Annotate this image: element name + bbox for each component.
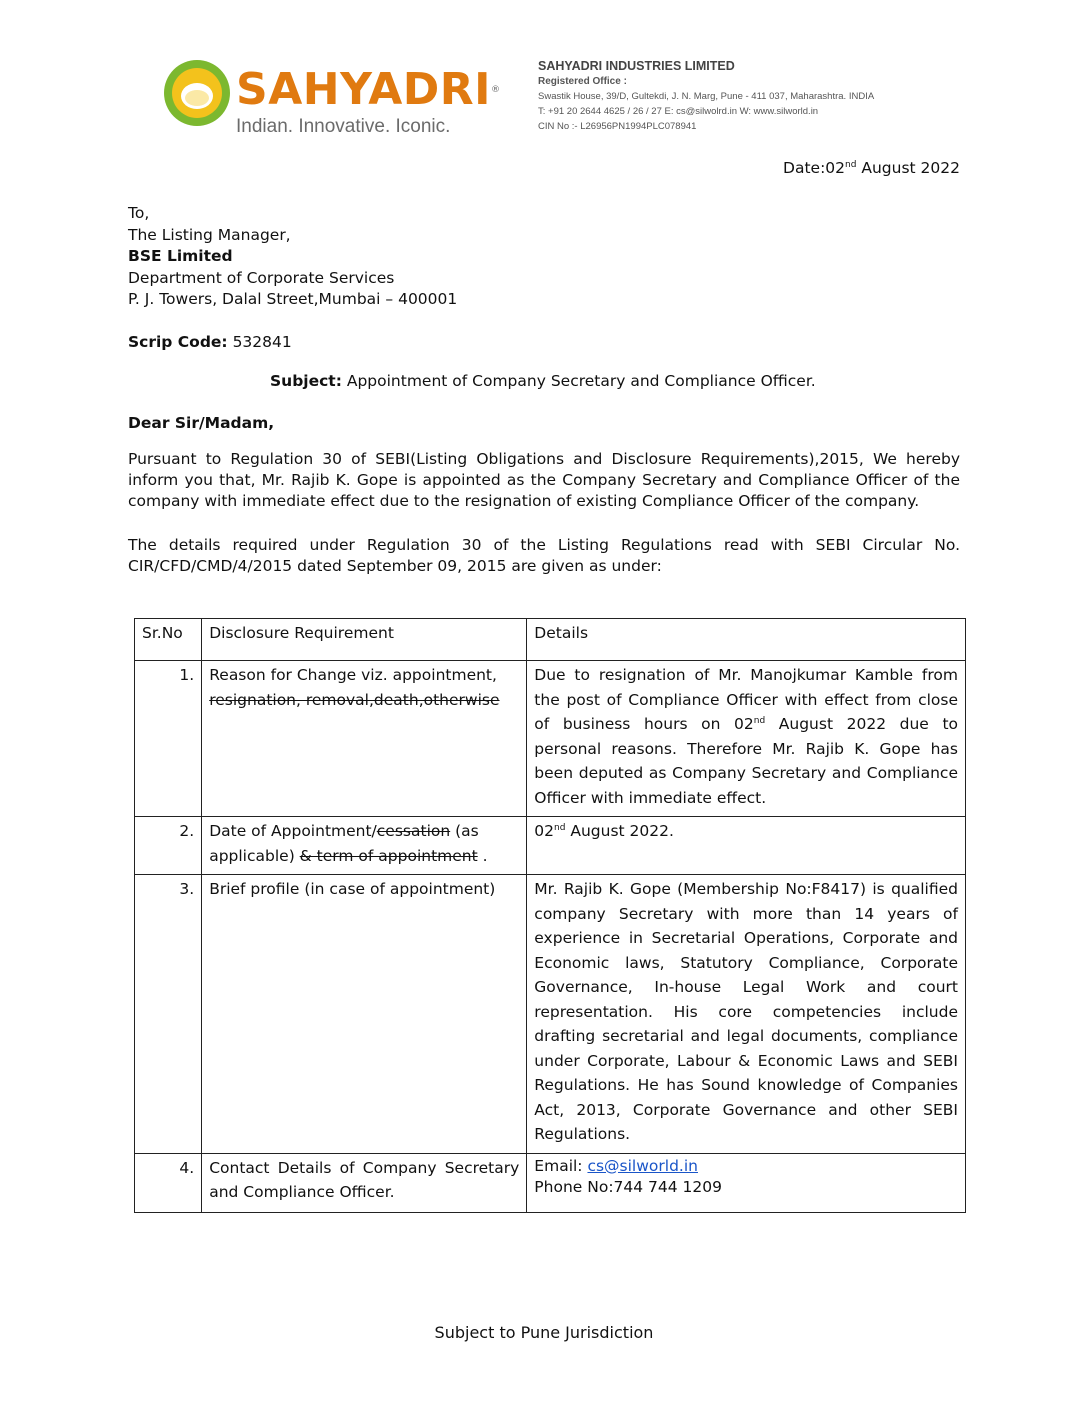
details-line: company Secretary with more than 14 years of	[534, 904, 958, 923]
company-cin: CIN No :- L26956PN1994PLC078941	[538, 121, 697, 132]
scrip-code: Scrip Code: 532841	[128, 333, 292, 351]
header-requirement: Disclosure Requirement	[202, 619, 527, 661]
subject-line: Subject: Appointment of Company Secretary and Compliance Officer.	[270, 372, 816, 390]
email-line: Email: cs@silworld.in	[534, 1156, 698, 1175]
details-line: Governance, In-house Legal Work and court	[534, 978, 958, 996]
row-srno: 2.	[135, 817, 202, 875]
company-address: Swastik House, 39/D, Gultekdi, J. N. Marg, Pune - 411 037, Maharashtra. INDIA	[538, 91, 875, 102]
row-requirement: Brief profile (in case of appointment)	[202, 875, 527, 1154]
details-line: Economic laws, Statutory Compliance, Corporate	[534, 953, 958, 972]
requirement-line: applicable) & term of appointment .	[209, 846, 488, 865]
requirement-line: Date of Appointment/cessation (as	[209, 822, 479, 840]
row-srno: 1.	[135, 661, 202, 817]
details-line: representation. His core competencies include	[534, 1002, 958, 1021]
address-to: To,	[128, 204, 150, 222]
details-line: the post of Compliance Officer with effect from close	[534, 690, 958, 709]
company-name: SAHYADRI INDUSTRIES LIMITED	[538, 59, 735, 73]
details-line: Regulations.	[534, 1125, 631, 1143]
details-line: been deputed as Company Secretary and Compliance	[534, 764, 958, 782]
row-srno: 4.	[135, 1153, 202, 1212]
header-details: Details	[527, 619, 966, 661]
details-line: Act, 2013, Corporate Governance and other SEBI	[534, 1100, 958, 1119]
details-line: under Corporate, Labour & Economic Laws and SEBI	[534, 1051, 958, 1070]
row-details: 02nd August 2022.	[527, 817, 966, 875]
paragraph-1	[128, 449, 960, 512]
paragraph-line: company with immediate effect due to the resignation of existing Compliance Officer of the company.	[128, 492, 920, 510]
details-line: Due to resignation of Mr. Manojkumar Kamble from	[534, 666, 958, 684]
logo-wordmark: SAHYADRI®	[236, 64, 501, 115]
row-requirement	[202, 661, 527, 817]
table-row	[135, 875, 966, 1154]
footer-jurisdiction: Subject to Pune Jurisdiction	[434, 1323, 654, 1342]
address-line-3: Department of Corporate Services	[128, 268, 395, 287]
details-line: drafting secretarial and legal documents, compliance	[534, 1027, 958, 1045]
table-row	[135, 1153, 966, 1212]
details-line: Regulations. He has Sound knowledge of Companies	[534, 1076, 958, 1094]
company-details	[538, 58, 958, 134]
address-line-2: BSE Limited	[128, 247, 233, 265]
requirement-line: and Compliance Officer.	[209, 1183, 395, 1201]
details-line: experience in Secretarial Operations, Corporate and	[534, 929, 958, 947]
salutation: Dear Sir/Madam,	[128, 414, 275, 432]
registered-office-label: Registered Office :	[538, 76, 627, 87]
logo-tagline: Indian. Innovative. Iconic.	[236, 116, 451, 137]
disclosure-table	[134, 618, 966, 1213]
phone-line: Phone No:744 744 1209	[534, 1177, 723, 1196]
recipient-address	[128, 203, 457, 311]
table-row	[135, 817, 966, 875]
header-srno: Sr.No	[135, 619, 202, 661]
row-srno: 3.	[135, 875, 202, 1154]
company-logo	[160, 56, 501, 142]
paragraph-line: inform you that, Mr. Rajib K. Gope is appointed as the Company Secretary and Compliance Officer of the	[128, 471, 960, 489]
requirement-line: Reason for Change viz. appointment,	[209, 666, 497, 684]
row-details	[527, 1153, 966, 1212]
details-line: of business hours on 02nd August 2022 due to	[534, 715, 958, 733]
paragraph-line: CIR/CFD/CMD/4/2015 dated September 09, 2015 are given as under:	[128, 557, 662, 575]
requirement-line: Contact Details of Company Secretary	[209, 1158, 520, 1177]
row-details	[527, 875, 966, 1154]
paragraph-line: The details required under Regulation 30 of the Listing Regulations read with SEBI Circular No.	[128, 536, 960, 554]
row-details	[527, 661, 966, 817]
sun-logo-icon	[162, 58, 232, 128]
table-row	[135, 661, 966, 817]
details-line: Officer with immediate effect.	[534, 788, 767, 807]
row-requirement	[202, 1153, 527, 1212]
paragraph-2	[128, 535, 960, 577]
letter-date: Date:02nd August 2022	[783, 159, 960, 177]
details-line: personal reasons. Therefore Mr. Rajib K. Gope has	[534, 739, 958, 758]
email-link[interactable]: cs@silworld.in	[587, 1156, 698, 1175]
address-line-1: The Listing Manager,	[128, 225, 291, 244]
address-line-4: P. J. Towers, Dalal Street,Mumbai – 400001	[128, 290, 458, 308]
details-line: Mr. Rajib K. Gope (Membership No:F8417) is qualified	[534, 880, 958, 898]
table-header-row	[135, 619, 966, 661]
struck-requirement-text: resignation, removal,death,otherwise	[209, 690, 500, 709]
row-requirement	[202, 817, 527, 875]
paragraph-line: Pursuant to Regulation 30 of SEBI(Listing Obligations and Disclosure Requirements),2015, We hereby	[128, 450, 960, 468]
company-contact: T: +91 20 2644 4625 / 26 / 27 E: cs@silwolrd.in W: www.silworld.in	[538, 106, 819, 117]
